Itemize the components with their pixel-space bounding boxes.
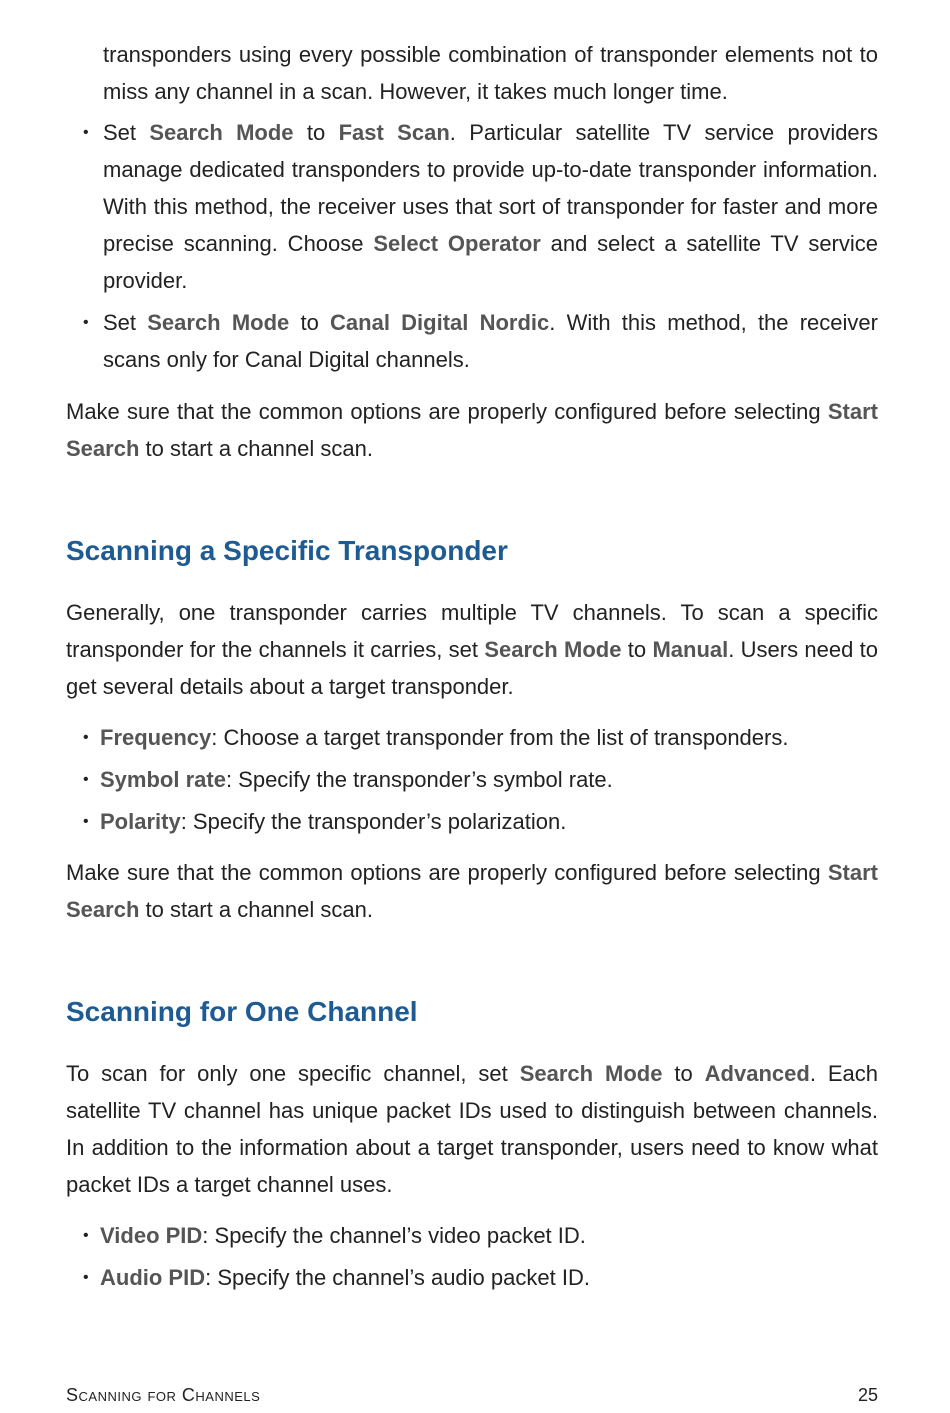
list-item-audio-pid: • Audio PID: Specify the channel’s audio packet ID. [66,1259,878,1296]
list-item-fast-scan: • Set Search Mode to Fast Scan. Particular satellite TV service providers manage dedicated transponders to provide up-to-date transponder information. With this method, the receiver uses that sort of transponder for faster and more precise scanning. Choose Select Operator and select a satellite TV service provider. [66,114,878,299]
transponder-detail-list [66,719,878,840]
search-mode-list [66,114,878,378]
term: Video PID [100,1223,203,1248]
term: Frequency [100,725,212,750]
keyword: Search Mode [149,120,294,145]
page-footer [66,1382,878,1408]
keyword: Select Operator [373,231,541,256]
keyword: Search Mode [147,310,290,335]
keyword: Start Search [66,860,878,922]
keyword: Advanced [704,1061,810,1086]
section-heading-one-channel: Scanning for One Channel [66,996,418,1027]
footer-chapter-title: Scanning for Channels [66,1385,261,1405]
continuation-paragraph: transponders using every possible combination of transponder elements not to miss any channel in a scan. However, it takes much longer time. [103,42,878,104]
list-item-frequency: • Frequency: Choose a target transponder from the list of transponders. [66,719,878,756]
list-item-canal-digital: • Set Search Mode to Canal Digital Nordic. With this method, the receiver scans only for Canal Digital channels. [66,304,878,378]
page-number: 25 [857,1385,878,1405]
term: Polarity [100,809,181,834]
keyword: Canal Digital Nordic [330,310,550,335]
list-item-symbol-rate: • Symbol rate: Specify the transponder’s symbol rate. [66,761,878,798]
term: Audio PID [100,1265,206,1290]
common-options-paragraph: Make sure that the common options are properly configured before selecting Start Search to start a channel scan. [66,399,878,461]
keyword: Search Mode [519,1061,663,1086]
list-item-video-pid: • Video PID: Specify the channel’s video packet ID. [66,1217,878,1254]
common-options-paragraph: Make sure that the common options are properly configured before selecting Start Search to start a channel scan. [66,860,878,922]
keyword: Search Mode [484,637,622,662]
list-item-polarity: • Polarity: Specify the transponder’s polarization. [66,803,878,840]
keyword: Start Search [66,399,878,461]
term: Symbol rate [100,767,226,792]
section-heading-transponder: Scanning a Specific Transponder [66,535,508,566]
keyword: Manual [652,637,729,662]
pid-list [66,1217,878,1296]
transponder-paragraph: Generally, one transponder carries multiple TV channels. To scan a specific transponder for the channels it carries, set Search Mode to Manual. Users need to get several details about a target transponder. [66,600,878,699]
page-content [66,36,878,1296]
keyword: Fast Scan [338,120,450,145]
one-channel-paragraph: To scan for only one specific channel, set Search Mode to Advanced. Each satellite TV channel has unique packet IDs used to distinguish between channels. In addition to the information about a target transponder, users need to know what packet IDs a target channel uses. [66,1061,879,1197]
